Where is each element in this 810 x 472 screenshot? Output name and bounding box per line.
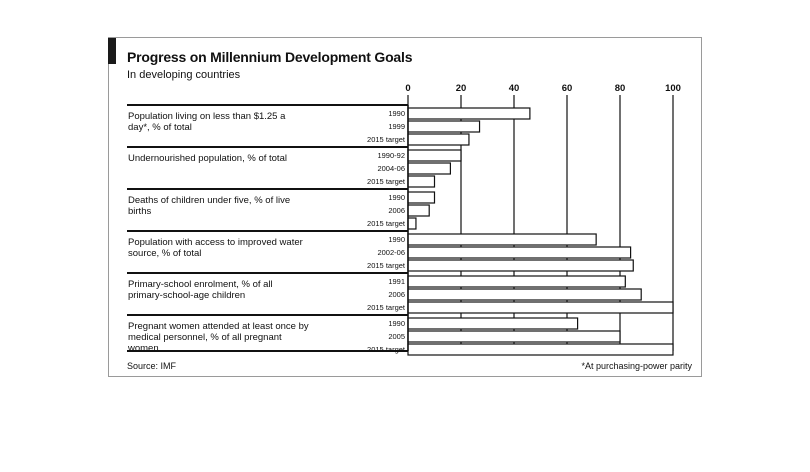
group-label: Deaths of children under five, % of live births bbox=[128, 195, 291, 217]
year-label: 1991 bbox=[388, 277, 405, 286]
bar bbox=[408, 150, 461, 161]
bar bbox=[408, 289, 641, 300]
year-label: 2006 bbox=[388, 290, 405, 299]
year-label: 2015 target bbox=[367, 135, 405, 144]
chart-subtitle: In developing countries bbox=[127, 69, 241, 81]
bar bbox=[408, 331, 620, 342]
bar bbox=[408, 121, 480, 132]
year-label: 1990 bbox=[388, 193, 405, 202]
year-label: 1990 bbox=[388, 109, 405, 118]
bar bbox=[408, 318, 578, 329]
bar bbox=[408, 302, 673, 313]
year-label: 2002-06 bbox=[377, 248, 405, 257]
year-label: 2015 target bbox=[367, 219, 405, 228]
bar bbox=[408, 192, 435, 203]
year-label: 1990 bbox=[388, 235, 405, 244]
x-tick-label: 20 bbox=[455, 83, 467, 94]
year-label: 1990-92 bbox=[377, 151, 405, 160]
bar bbox=[408, 205, 429, 216]
x-tick-label: 80 bbox=[614, 83, 626, 94]
group-label: Population living on less than $1.25 a day*, % of total bbox=[128, 111, 286, 133]
bar bbox=[408, 176, 435, 187]
x-tick-label: 100 bbox=[665, 83, 681, 94]
year-label: 1999 bbox=[388, 122, 405, 131]
bar bbox=[408, 163, 450, 174]
year-label: 2015 target bbox=[367, 261, 405, 270]
year-label: 2004-06 bbox=[377, 164, 405, 173]
source-note: Source: IMF bbox=[127, 361, 177, 371]
bar bbox=[408, 276, 625, 287]
year-label: 1990 bbox=[388, 319, 405, 328]
year-label: 2006 bbox=[388, 206, 405, 215]
group-label: Population with access to improved water source, % of total bbox=[128, 237, 303, 259]
year-label: 2015 target bbox=[367, 177, 405, 186]
year-label: 2015 target bbox=[367, 345, 405, 354]
bar bbox=[408, 344, 673, 355]
footnote: *At purchasing-power parity bbox=[581, 361, 692, 371]
group-label: Primary-school enrolment, % of all primary-school-age children bbox=[128, 279, 273, 301]
x-tick-label: 60 bbox=[561, 83, 573, 94]
bar bbox=[408, 108, 530, 119]
bar bbox=[408, 134, 469, 145]
x-tick-label: 40 bbox=[508, 83, 520, 94]
group-label: Undernourished population, % of total bbox=[128, 153, 287, 164]
chart-title: Progress on Millennium Development Goals bbox=[127, 49, 413, 65]
bar bbox=[408, 234, 596, 245]
year-label: 2005 bbox=[388, 332, 405, 341]
bar bbox=[408, 218, 416, 229]
bar bbox=[408, 247, 631, 258]
x-tick-label: 0 bbox=[405, 83, 411, 94]
year-label: 2015 target bbox=[367, 303, 405, 312]
group-label: Pregnant women attended at least once by medical personnel, % of all pregnant women bbox=[128, 321, 309, 354]
bar bbox=[408, 260, 633, 271]
